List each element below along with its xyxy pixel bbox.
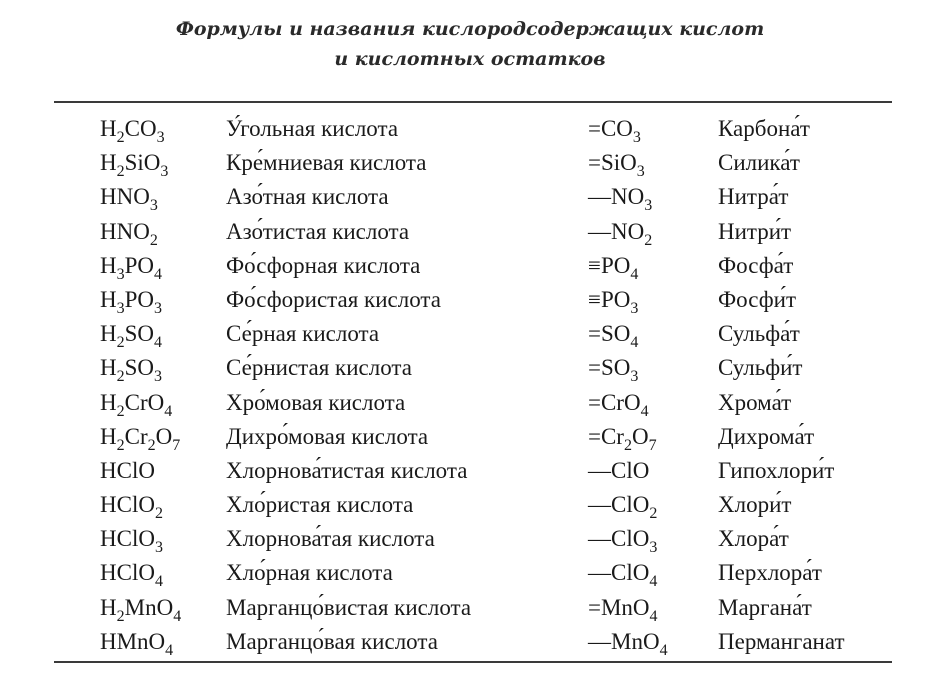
formula-text: H bbox=[100, 389, 117, 415]
subscript: 4 bbox=[630, 265, 639, 283]
formula-text: =SO bbox=[588, 355, 631, 381]
subscript: 3 bbox=[630, 299, 639, 317]
formula-text: H bbox=[100, 252, 117, 278]
acid-residue-cell bbox=[588, 490, 658, 523]
formula-text: O bbox=[155, 423, 173, 449]
acid-name: Дихро́мовая кислота bbox=[226, 423, 429, 449]
acid-formula-cell bbox=[100, 627, 173, 657]
acid-residue-cell bbox=[588, 558, 658, 591]
subscript: 4 bbox=[630, 334, 639, 352]
formula-text: CrO bbox=[124, 389, 165, 415]
acid-formula bbox=[100, 492, 163, 523]
subscript: 2 bbox=[644, 231, 653, 249]
subscript: 3 bbox=[154, 368, 163, 386]
formula-text: H bbox=[100, 594, 117, 620]
subscript: 2 bbox=[116, 368, 125, 386]
subscript: 4 bbox=[640, 402, 649, 420]
subscript: 4 bbox=[173, 607, 182, 625]
acid-residue bbox=[588, 458, 649, 483]
table-row bbox=[0, 319, 940, 353]
formula-text: —ClO bbox=[588, 526, 650, 552]
subscript: 2 bbox=[116, 129, 125, 146]
acid-formula-cell bbox=[100, 251, 162, 281]
acid-name: Се́рнистая кислота bbox=[226, 355, 412, 381]
table-row bbox=[0, 285, 940, 319]
subscript: 2 bbox=[154, 505, 163, 523]
bottom-rule bbox=[54, 661, 892, 663]
subscript: 2 bbox=[623, 436, 632, 454]
subscript: 4 bbox=[649, 607, 658, 625]
acid-formula bbox=[100, 526, 163, 557]
formula-text: —NO bbox=[588, 184, 645, 210]
acid-name: Хло́рная кислота bbox=[226, 560, 393, 586]
subscript: 4 bbox=[164, 402, 173, 420]
acid-formula bbox=[100, 184, 158, 215]
acid-formula-cell bbox=[100, 217, 158, 247]
acid-name: Марганцо́вая кислота bbox=[226, 628, 438, 654]
salt-name: Перхлора́т bbox=[718, 560, 822, 586]
acid-formula-cell bbox=[100, 422, 180, 452]
salt-name: Нитри́т bbox=[718, 218, 792, 244]
acid-name: Фо́сфористая кислота bbox=[226, 286, 441, 312]
acid-residue bbox=[588, 628, 668, 659]
subscript: 3 bbox=[649, 539, 658, 557]
acid-formula-cell bbox=[100, 388, 172, 418]
formula-text: HClO bbox=[100, 492, 155, 518]
acid-formula bbox=[100, 321, 163, 352]
acid-residue-cell bbox=[588, 593, 658, 623]
table-row bbox=[0, 182, 940, 216]
acid-residue-cell bbox=[588, 388, 649, 418]
formula-text: —ClO bbox=[588, 492, 650, 518]
salt-name: Сульфи́т bbox=[718, 355, 803, 381]
formula-text: H bbox=[100, 286, 117, 312]
formula-text: HClO bbox=[100, 560, 155, 586]
formula-text: HNO bbox=[100, 184, 150, 210]
acid-residue-cell bbox=[588, 114, 641, 144]
acid-name: Се́рная кислота bbox=[226, 321, 380, 347]
subscript: 3 bbox=[116, 265, 125, 283]
formula-text: =SiO bbox=[588, 150, 637, 176]
table-row bbox=[0, 388, 940, 422]
table-row bbox=[0, 524, 940, 558]
subscript: 4 bbox=[154, 573, 163, 591]
formula-text: =MnO bbox=[588, 594, 650, 620]
formula-text: HNO bbox=[100, 218, 150, 244]
table-row bbox=[0, 627, 940, 661]
acid-formula-cell bbox=[100, 558, 163, 591]
formula-text: SiO bbox=[124, 150, 161, 176]
salt-name: Сульфа́т bbox=[718, 321, 800, 347]
subscript: 3 bbox=[630, 368, 639, 386]
formula-text: =CrO bbox=[588, 389, 641, 415]
formula-text: H bbox=[100, 321, 117, 347]
formula-text: ≡PO bbox=[588, 252, 631, 278]
formula-text: =Cr bbox=[588, 423, 624, 449]
acid-name: Азо́тистая кислота bbox=[226, 218, 410, 244]
acid-name: Хро́мовая кислота bbox=[226, 389, 406, 415]
salt-name: Фосфа́т bbox=[718, 252, 794, 278]
subscript: 2 bbox=[149, 231, 158, 249]
acid-residue-cell bbox=[588, 456, 649, 486]
subscript: 3 bbox=[154, 539, 163, 557]
formula-text: H bbox=[100, 116, 117, 141]
formula-text: —NO bbox=[588, 218, 645, 244]
table-row bbox=[0, 251, 940, 285]
acid-formula bbox=[100, 628, 174, 659]
table-row bbox=[0, 353, 940, 387]
subscript: 2 bbox=[116, 436, 125, 454]
acid-table bbox=[0, 114, 940, 661]
formula-text: Cr bbox=[124, 423, 148, 449]
salt-name: Маргана́т bbox=[718, 594, 812, 620]
acid-name: Хлорнова́тистая кислота bbox=[226, 457, 468, 483]
acid-residue bbox=[588, 116, 641, 146]
formula-text: H bbox=[100, 150, 117, 176]
salt-name: Нитра́т bbox=[718, 184, 789, 210]
acid-formula-cell bbox=[100, 114, 165, 144]
acid-formula bbox=[100, 560, 163, 591]
table-row bbox=[0, 217, 940, 251]
acid-name: У́гольная кислота bbox=[226, 116, 399, 141]
acid-name: Кре́мниевая кислота bbox=[226, 150, 427, 176]
acid-residue bbox=[588, 594, 658, 625]
acid-formula bbox=[100, 423, 181, 454]
acid-formula bbox=[100, 389, 173, 420]
acid-name: Хлорнова́тая кислота bbox=[226, 526, 435, 552]
acid-name: Азо́тная кислота bbox=[226, 184, 389, 210]
acid-residue-cell bbox=[588, 524, 658, 557]
acid-formula bbox=[100, 218, 158, 249]
subscript: 3 bbox=[160, 163, 169, 181]
acid-residue bbox=[588, 218, 653, 249]
salt-name: Дихрома́т bbox=[718, 423, 815, 449]
subscript: 4 bbox=[659, 641, 668, 659]
salt-name: Карбона́т bbox=[718, 116, 810, 141]
formula-text: —ClO bbox=[588, 560, 650, 586]
acid-formula bbox=[100, 252, 163, 283]
acid-formula-cell bbox=[100, 353, 163, 386]
acid-name: Хло́ристая кислота bbox=[226, 492, 414, 518]
acid-formula bbox=[100, 116, 165, 146]
acid-formula bbox=[100, 150, 169, 181]
formula-text: =CO bbox=[588, 116, 633, 141]
acid-residue-cell bbox=[588, 148, 645, 181]
salt-name: Перманганат bbox=[718, 628, 845, 654]
acid-residue bbox=[588, 321, 639, 352]
acid-residue-cell bbox=[588, 627, 668, 657]
acid-formula-cell bbox=[100, 524, 163, 557]
table-row bbox=[0, 558, 940, 592]
acid-residue bbox=[588, 184, 653, 215]
formula-text: SO bbox=[124, 321, 155, 347]
formula-text: —ClO bbox=[588, 457, 650, 483]
formula-text: O bbox=[631, 423, 649, 449]
subscript: 4 bbox=[154, 265, 163, 283]
acid-residue bbox=[588, 492, 658, 523]
subscript: 7 bbox=[648, 436, 657, 454]
acid-residue-cell bbox=[588, 182, 653, 215]
formula-text: ≡PO bbox=[588, 286, 631, 312]
acid-formula-cell bbox=[100, 593, 181, 623]
acid-formula-cell bbox=[100, 456, 155, 486]
acid-formula bbox=[100, 355, 163, 386]
subscript: 2 bbox=[116, 402, 125, 420]
acid-name: Фо́сфорная кислота bbox=[226, 252, 421, 278]
subscript: 7 bbox=[172, 436, 181, 454]
acid-formula-cell bbox=[100, 285, 162, 315]
acid-residue-cell bbox=[588, 353, 639, 386]
acid-residue-cell bbox=[588, 217, 652, 247]
subscript: 3 bbox=[154, 299, 163, 317]
formula-text: PO bbox=[124, 286, 155, 312]
acid-name: Марганцо́вистая кислота bbox=[226, 594, 472, 620]
acid-formula-cell bbox=[100, 148, 169, 181]
formula-text: SO bbox=[124, 355, 155, 381]
acid-formula bbox=[100, 458, 155, 483]
table-row bbox=[0, 148, 940, 182]
salt-name: Хлора́т bbox=[718, 526, 789, 552]
formula-text: —MnO bbox=[588, 628, 660, 654]
acid-residue-cell bbox=[588, 422, 657, 452]
formula-text: MnO bbox=[124, 594, 174, 620]
acid-residue bbox=[588, 150, 645, 181]
salt-name: Фосфи́т bbox=[718, 286, 796, 312]
formula-text: =SO bbox=[588, 321, 631, 347]
acid-formula-cell bbox=[100, 490, 163, 523]
subscript: 3 bbox=[116, 299, 125, 317]
subscript: 4 bbox=[154, 334, 163, 352]
subscript: 2 bbox=[116, 163, 125, 181]
formula-text: HClO bbox=[100, 457, 155, 483]
subscript: 2 bbox=[649, 505, 658, 523]
acid-formula bbox=[100, 286, 163, 317]
subscript: 3 bbox=[149, 197, 158, 215]
formula-text: HMnO bbox=[100, 628, 166, 654]
salt-name: Гипохлори́т bbox=[718, 457, 835, 483]
subscript: 2 bbox=[116, 334, 125, 352]
subscript: 3 bbox=[156, 129, 165, 146]
subscript: 2 bbox=[147, 436, 156, 454]
formula-text: HClO bbox=[100, 526, 155, 552]
acid-formula-cell bbox=[100, 182, 158, 215]
acid-residue bbox=[588, 526, 658, 557]
acid-residue bbox=[588, 560, 658, 591]
acid-residue-cell bbox=[588, 251, 638, 281]
subscript: 4 bbox=[165, 641, 174, 659]
subscript: 2 bbox=[116, 607, 125, 625]
acid-residue-cell bbox=[588, 319, 639, 352]
subscript: 3 bbox=[636, 163, 645, 181]
top-rule bbox=[54, 101, 892, 103]
table-row bbox=[0, 114, 940, 148]
title-line-2: и кислотных остатков bbox=[334, 48, 606, 70]
salt-name: Силика́т bbox=[718, 150, 800, 176]
acid-formula bbox=[100, 594, 182, 625]
salt-name: Хлори́т bbox=[718, 492, 792, 518]
table-row bbox=[0, 490, 940, 524]
salt-name: Хрома́т bbox=[718, 389, 792, 415]
formula-text: CO bbox=[124, 116, 157, 141]
acid-residue bbox=[588, 389, 649, 420]
table-row bbox=[0, 456, 940, 490]
subscript: 4 bbox=[649, 573, 658, 591]
acid-formula-cell bbox=[100, 319, 163, 352]
acid-residue-cell bbox=[588, 285, 638, 315]
title-line-1: Формулы и названия кислородсодержащих кислот bbox=[175, 18, 765, 40]
acid-residue bbox=[588, 423, 657, 454]
acid-residue bbox=[588, 355, 639, 386]
table-row bbox=[0, 593, 940, 627]
formula-text: PO bbox=[124, 252, 155, 278]
subscript: 3 bbox=[644, 197, 653, 215]
formula-text: H bbox=[100, 423, 117, 449]
acid-residue bbox=[588, 252, 639, 283]
table-row bbox=[0, 422, 940, 456]
formula-text: H bbox=[100, 355, 117, 381]
acid-residue bbox=[588, 286, 639, 317]
subscript: 3 bbox=[632, 129, 641, 146]
table-title bbox=[0, 14, 940, 74]
